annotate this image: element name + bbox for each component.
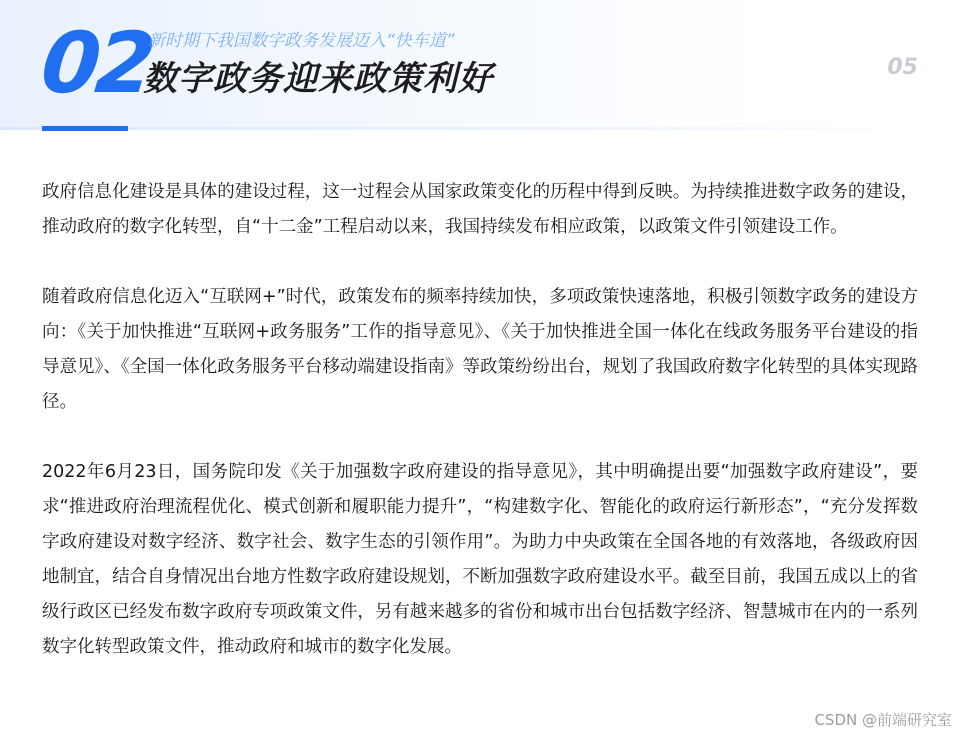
paragraph-2: 随着政府信息化迈入“互联网+”时代，政策发布的频率持续加快，多项政策快速落地，积极引领数字政务的建设方向：《关于加快推进“互联网+政务服务”工作的指导意见》、《关于加快推进全国一体化在线政务服务平台建设的指导意见》、《全国一体化政务服务平台移动端建设指南》等政策纷纷出台，规划了我国政府数字化转型的具体实现路径。 — [42, 287, 918, 412]
page-number: 05 — [887, 55, 918, 80]
page-title: 数字政务迎来政策利好 — [143, 59, 493, 99]
paragraph-1: 政府信息化建设是具体的建设过程，这一过程会从国家政策变化的历程中得到反映。为持续推进数字政务的建设，推动政府的数字化转型，自“十二金”工程启动以来，我国持续发布相应政策，以政策文件引领建设工作。 — [42, 182, 918, 237]
divider-accent — [42, 126, 128, 131]
paragraph-3: 2022年6月23日，国务院印发《关于加强数字政府建设的指导意见》，其中明确提出要“加强数字政府建设”，要求“推进政府治理流程优化、模式创新和履职能力提升”，“构建数字化、智能化的政府运行新形态”，“充分发挥数字政府建设对数字经济、数字社会、数字生态的引领作用”。为助力中央政策在全国各地的有效落地，各级政府因地制宜，结合自身情况出台地方性数字政府建设规划，不断加强数字政府建设水平。截至目前，我国五成以上的省级行政区已经发布数字政府专项政策文件，另有越来越多的省份和城市出台包括数字经济、智慧城市在内的一系列数字化转型政策文件，推动政府和城市的数字化发展。 — [42, 462, 918, 657]
header-divider — [0, 127, 960, 130]
body-content — [42, 175, 918, 700]
watermark: CSDN @前端研究室 — [814, 711, 952, 729]
section-number: 02 — [36, 14, 157, 112]
section-subtitle: 新时期下我国数字政务发展迈入“快车道” — [148, 31, 455, 51]
